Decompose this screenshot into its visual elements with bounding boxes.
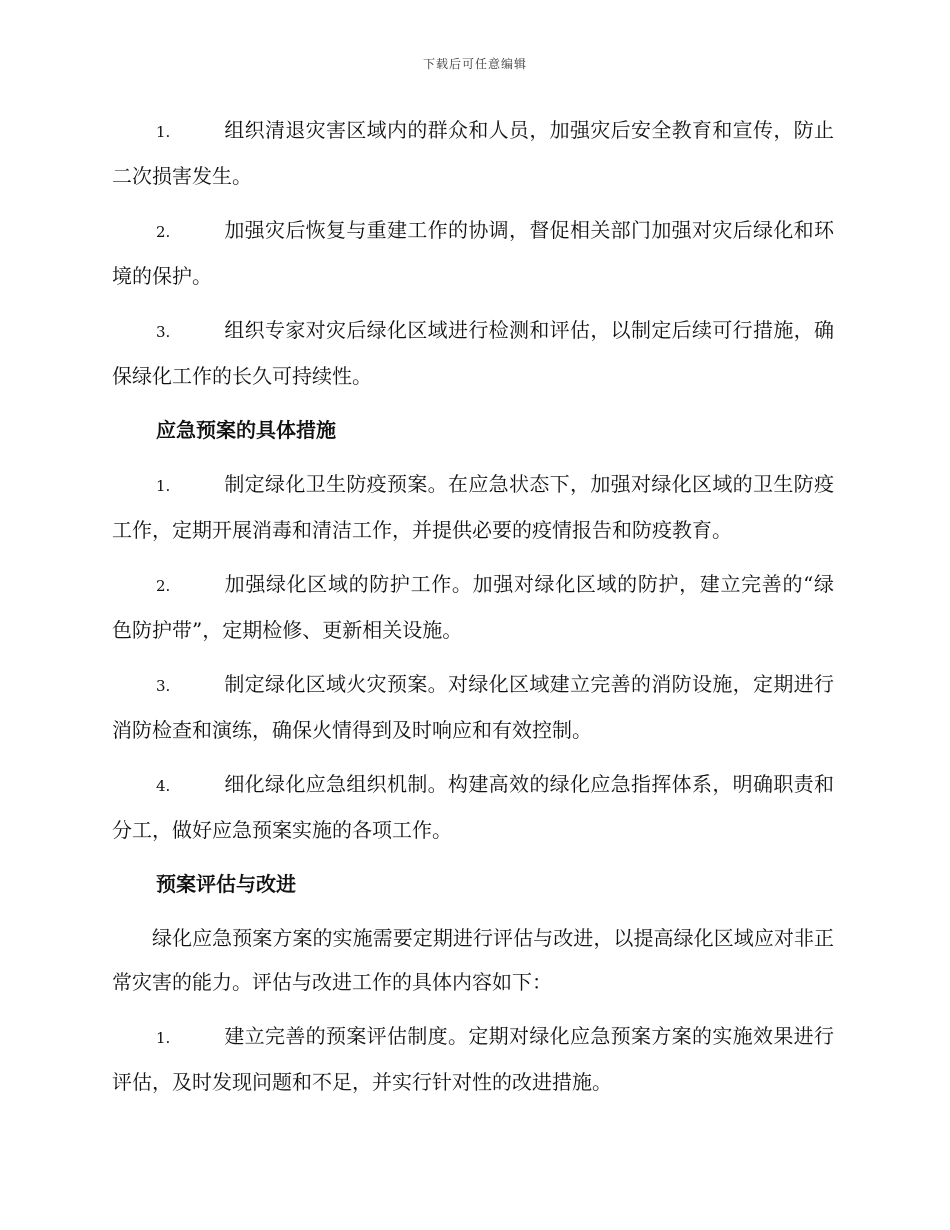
list-number: 3. [156,323,171,341]
list-item [112,562,834,652]
list-item-text: 细化绿化应急组织机制。构建高效的绿化应急指挥体系，明确职责和分工，做好应急预案实施的各项工作。 [112,772,834,842]
list-number: 2. [156,223,171,241]
list-item [112,762,834,852]
page-header: 下载后可任意编辑 [422,57,527,71]
document-body [112,108,834,1114]
list-number: 1. [156,123,171,141]
list-item [112,108,834,198]
section-heading: 预案评估与改进 [156,872,296,896]
list-number: 4. [156,777,171,795]
list-item [112,1014,834,1104]
list-number: 1. [156,1029,171,1047]
list-item-text: 建立完善的预案评估制度。定期对绿化应急预案方案的实施效果进行评估，及时发现问题和不足，并实行针对性的改进措施。 [112,1024,834,1094]
list-item [112,308,834,398]
section-heading: 应急预案的具体措施 [156,418,336,442]
list-number: 1. [156,477,171,495]
list-item-text: 加强绿化区域的防护工作。加强对绿化区域的防护，建立完善的“绿色防护带”，定期检修、更新相关设施。 [112,572,834,642]
list-item [112,662,834,752]
list-item [112,208,834,298]
list-item-text: 加强灾后恢复与重建工作的协调，督促相关部门加强对灾后绿化和环境的保护。 [112,218,834,288]
list-number: 2. [156,577,171,595]
body-paragraph: 绿化应急预案方案的实施需要定期进行评估与改进，以提高绿化区域应对非正常灾害的能力。评估与改进工作的具体内容如下： [112,926,834,994]
list-number: 3. [156,677,171,695]
list-item-text: 组织专家对灾后绿化区域进行检测和评估，以制定后续可行措施，确保绿化工作的长久可持续性。 [112,318,834,388]
list-item [112,462,834,552]
list-item-text: 制定绿化区域火灾预案。对绿化区域建立完善的消防设施，定期进行消防检查和演练，确保火情得到及时响应和有效控制。 [112,672,834,742]
list-item-text: 组织清退灾害区域内的群众和人员，加强灾后安全教育和宣传，防止二次损害发生。 [112,118,834,188]
list-item-text: 制定绿化卫生防疫预案。在应急状态下，加强对绿化区域的卫生防疫工作，定期开展消毒和清洁工作，并提供必要的疫情报告和防疫教育。 [112,472,834,542]
